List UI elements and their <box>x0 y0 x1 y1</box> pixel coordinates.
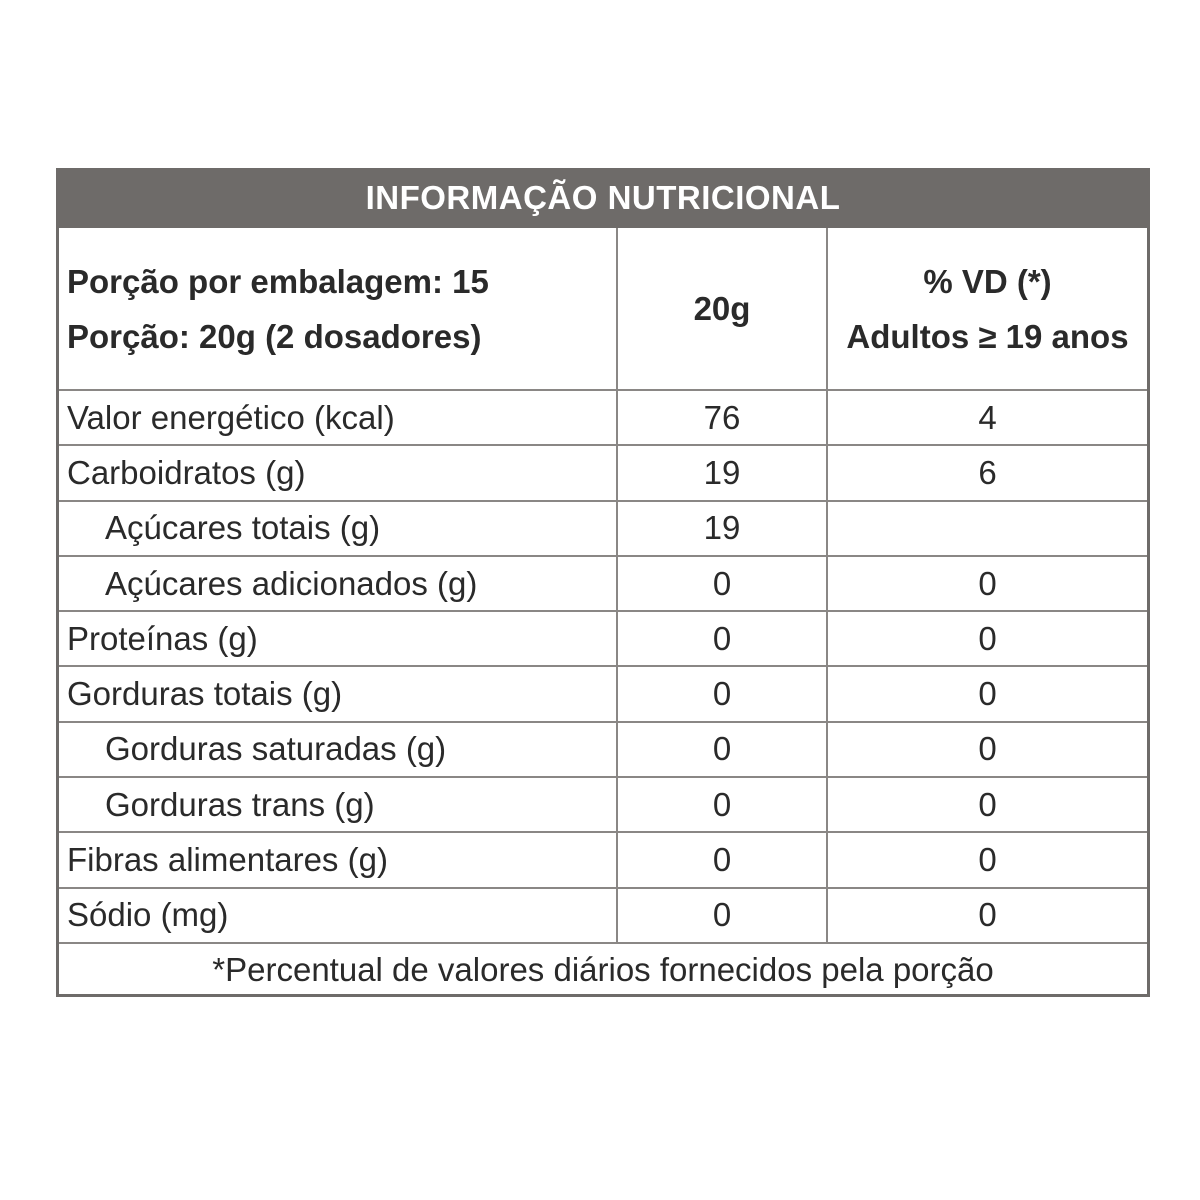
nutrient-amount: 0 <box>618 889 828 942</box>
table-row <box>59 778 1147 833</box>
nutrient-dv: 0 <box>978 730 997 768</box>
nutrient-dv <box>828 502 1147 555</box>
nutrient-dv: 6 <box>978 453 997 491</box>
nutrient-dv: 0 <box>978 675 997 713</box>
amount-column-header: 20g <box>618 228 828 389</box>
nutrient-amount: 76 <box>618 391 828 444</box>
dv-header-line2: Adultos ≥ 19 anos <box>846 317 1129 355</box>
table-header-row <box>59 228 1147 391</box>
table-row <box>59 391 1147 446</box>
nutrient-amount: 0 <box>618 612 828 665</box>
nutrient-amount: 19 <box>618 502 828 555</box>
nutrient-dv: 4 <box>978 398 997 436</box>
nutrient-label: Sódio (mg) <box>59 889 618 942</box>
table-row <box>59 667 1147 722</box>
servings-per-package: Porção por embalagem: 15 <box>67 262 489 300</box>
nutrient-amount: 0 <box>618 833 828 886</box>
nutrient-label: Gorduras totais (g) <box>59 667 618 720</box>
nutrient-label: Açúcares totais (g) <box>59 502 618 555</box>
nutrient-amount: 0 <box>618 723 828 776</box>
nutrient-label: Açúcares adicionados (g) <box>59 557 618 610</box>
nutrient-label: Gorduras trans (g) <box>59 778 618 831</box>
nutrient-label: Carboidratos (g) <box>59 446 618 499</box>
nutrient-label: Gorduras saturadas (g) <box>59 723 618 776</box>
nutrition-facts-table <box>56 168 1150 997</box>
nutrient-amount: 19 <box>618 446 828 499</box>
nutrient-dv: 0 <box>978 619 997 657</box>
nutrient-dv: 0 <box>978 896 997 934</box>
footnote: *Percentual de valores diários fornecidos pela porção <box>212 950 994 988</box>
table-row <box>59 557 1147 612</box>
table-row <box>59 446 1147 501</box>
table-row <box>59 502 1147 557</box>
nutrient-label: Proteínas (g) <box>59 612 618 665</box>
table-row <box>59 723 1147 778</box>
nutrient-amount: 0 <box>618 557 828 610</box>
nutrient-label: Fibras alimentares (g) <box>59 833 618 886</box>
nutrient-dv: 0 <box>978 785 997 823</box>
nutrient-label: Valor energético (kcal) <box>59 391 618 444</box>
nutrient-amount: 0 <box>618 778 828 831</box>
nutrient-amount: 0 <box>618 667 828 720</box>
table-row <box>59 889 1147 944</box>
dv-column-header <box>828 228 1147 389</box>
nutrient-dv: 0 <box>978 841 997 879</box>
serving-info <box>59 228 618 389</box>
table-title: INFORMAÇÃO NUTRICIONAL <box>59 171 1147 228</box>
table-row <box>59 612 1147 667</box>
table-row <box>59 833 1147 888</box>
serving-size: Porção: 20g (2 dosadores) <box>67 317 482 355</box>
nutrient-dv: 0 <box>978 564 997 602</box>
dv-header-line1: % VD (*) <box>923 262 1052 300</box>
